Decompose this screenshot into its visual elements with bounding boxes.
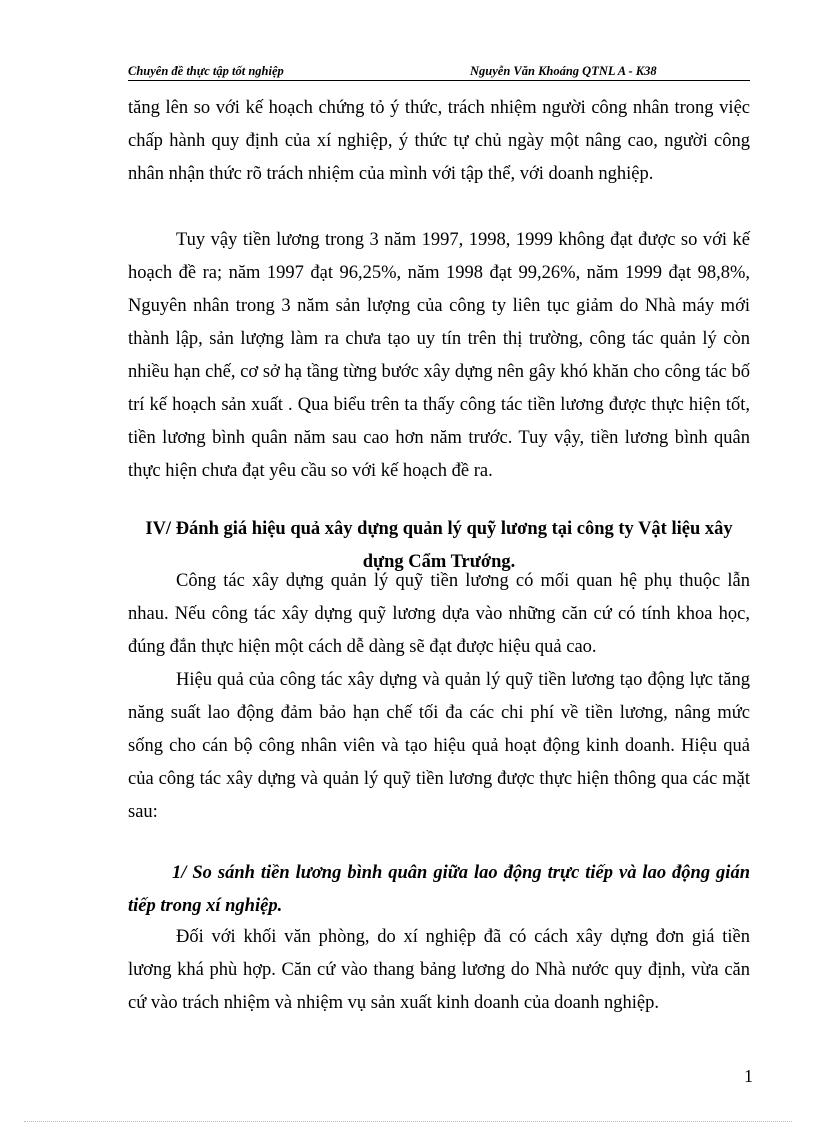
header-title: Chuyên đề thực tập tốt nghiệp bbox=[128, 64, 284, 78]
header-author: Nguyễn Văn Khoáng QTNL A - K38 bbox=[470, 64, 657, 78]
paragraph-5: Đối với khối văn phòng, do xí nghiệp đã có cách xây dựng đơn giá tiền lương khá phù hợp. Căn cứ vào thang bảng lương do Nhà nước quy định, vừa căn cứ vào trách nhiệm và nhiệm vụ sản xuất kinh doanh của doanh nghiệp. bbox=[128, 927, 750, 1013]
paragraph-4: Hiệu quả của công tác xây dựng và quản lý quỹ tiền lương tạo động lực tăng năng suất lao động đảm bảo hạn chế tối đa các chi phí về tiền lương, nâng mức sống cho cán bộ công nhân viên và tạo hiệu quả hoạt động kinh doanh. Hiệu quả của công tác xây dựng và quản lý quỹ tiền lương được thực hiện thông qua các mặt sau: bbox=[128, 670, 750, 822]
section-heading: IV/ Đánh giá hiệu quả xây dựng quản lý quỹ lương tại công ty Vật liệu xây dựng Cẩm Trướng. bbox=[145, 519, 733, 572]
subsection-heading: 1/ So sánh tiền lương bình quân giữa lao động trực tiếp và lao động gián tiếp trong xí nghiệp. bbox=[128, 863, 750, 916]
page-header bbox=[128, 62, 750, 81]
page-number: 1 bbox=[744, 1066, 753, 1086]
page-bottom-border bbox=[24, 1121, 792, 1122]
paragraph-2: Tuy vậy tiền lương trong 3 năm 1997, 1998, 1999 không đạt được so với kế hoạch đề ra; năm 1997 đạt 96,25%, năm 1998 đạt 99,26%, năm 1999 đạt 98,8%, Nguyên nhân trong 3 năm sản lượng của công ty liên tục giảm do Nhà máy mới thành lập, sản lượng làm ra chưa tạo uy tín trên thị trường, công tác quản lý còn nhiều hạn chế, cơ sở hạ tầng từng bước xây dựng nên gây khó khăn cho công tác bố trí kế hoạch sản xuất . Qua biểu trên ta thấy công tác tiền lương được thực hiện tốt, tiền lương bình quân năm sau cao hơn năm trước. Tuy vậy, tiền lương bình quân thực hiện chưa đạt yêu cầu so với kế hoạch đề ra. bbox=[128, 230, 750, 481]
paragraph-1: tăng lên so với kế hoạch chứng tỏ ý thức, trách nhiệm người công nhân trong việc chấp hành quy định của xí nghiệp, ý thức tự chủ ngày một nâng cao, người công nhân nhận thức rõ trách nhiệm của mình với tập thể, với doanh nghiệp. bbox=[128, 98, 750, 184]
paragraph-3: Công tác xây dựng quản lý quỹ tiền lương có mối quan hệ phụ thuộc lẫn nhau. Nếu công tác xây dựng quỹ lương dựa vào những căn cứ có tính khoa học, đúng đắn thực hiện một cách dễ dàng sẽ đạt được hiệu quả cao. bbox=[128, 571, 750, 657]
